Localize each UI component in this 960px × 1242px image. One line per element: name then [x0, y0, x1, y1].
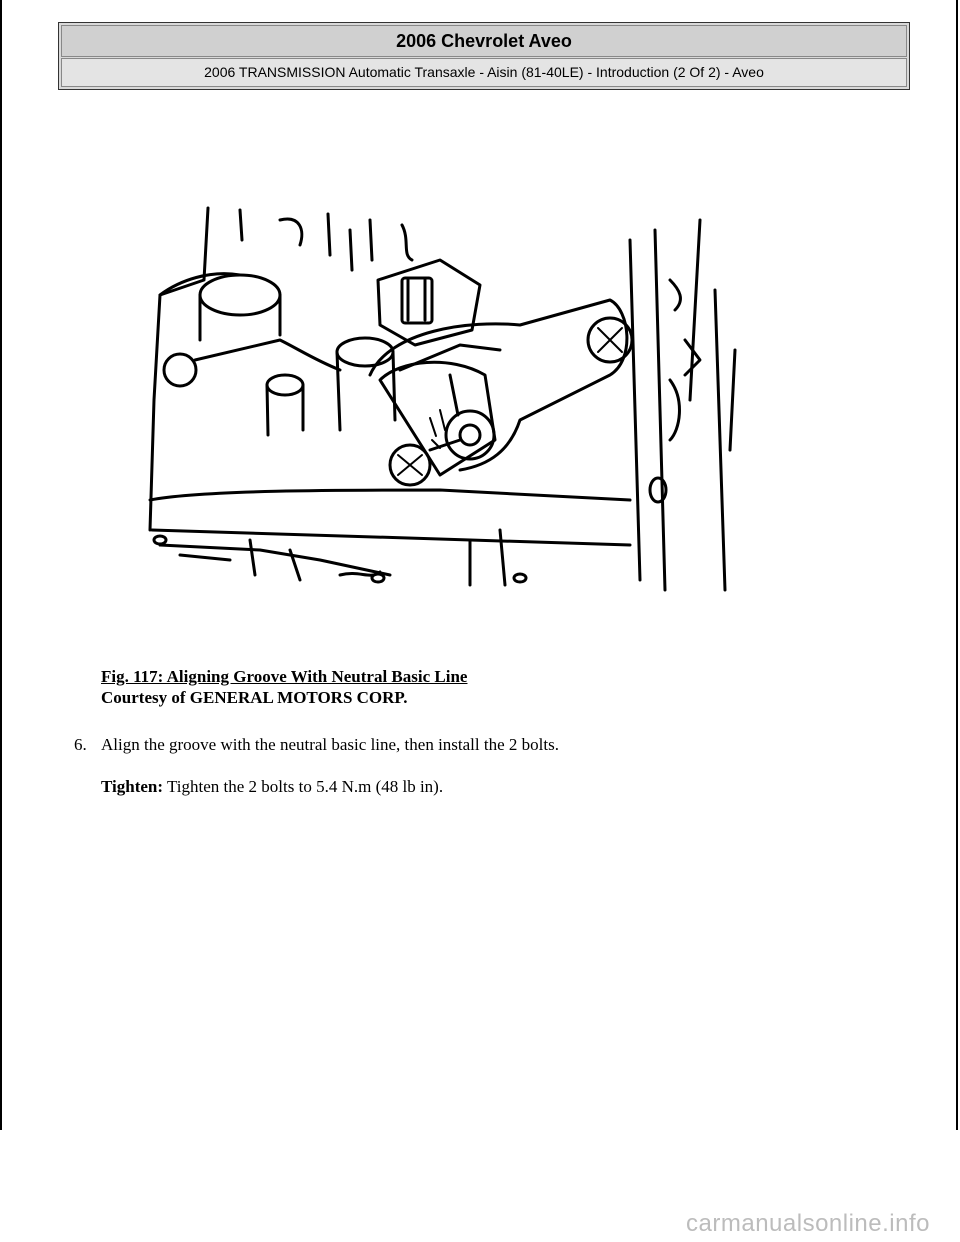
figure-illustration	[140, 200, 740, 595]
step-text: Align the groove with the neutral basic line, then install the 2 bolts.	[101, 735, 559, 754]
tighten-label: Tighten:	[101, 777, 164, 796]
page-border-right	[956, 0, 958, 1130]
figure-caption: Fig. 117: Aligning Groove With Neutral Basic Line	[101, 667, 468, 686]
step-number: 6.	[74, 735, 87, 754]
watermark: carmanualsonline.info	[686, 1210, 930, 1237]
tighten-spec	[101, 776, 443, 797]
tighten-text: Tighten the 2 bolts to 5.4 N.m (48 lb in).	[163, 777, 444, 796]
figure-courtesy: Courtesy of GENERAL MOTORS CORP.	[101, 688, 408, 707]
header-title: 2006 Chevrolet Aveo	[61, 25, 907, 57]
page-border-left	[0, 0, 2, 1130]
figure-caption-block	[101, 666, 467, 708]
procedure-step	[74, 734, 559, 755]
document-header	[58, 22, 910, 90]
header-subtitle: 2006 TRANSMISSION Automatic Transaxle - Aisin (81-40LE) - Introduction (2 Of 2) - Aveo	[61, 58, 907, 87]
